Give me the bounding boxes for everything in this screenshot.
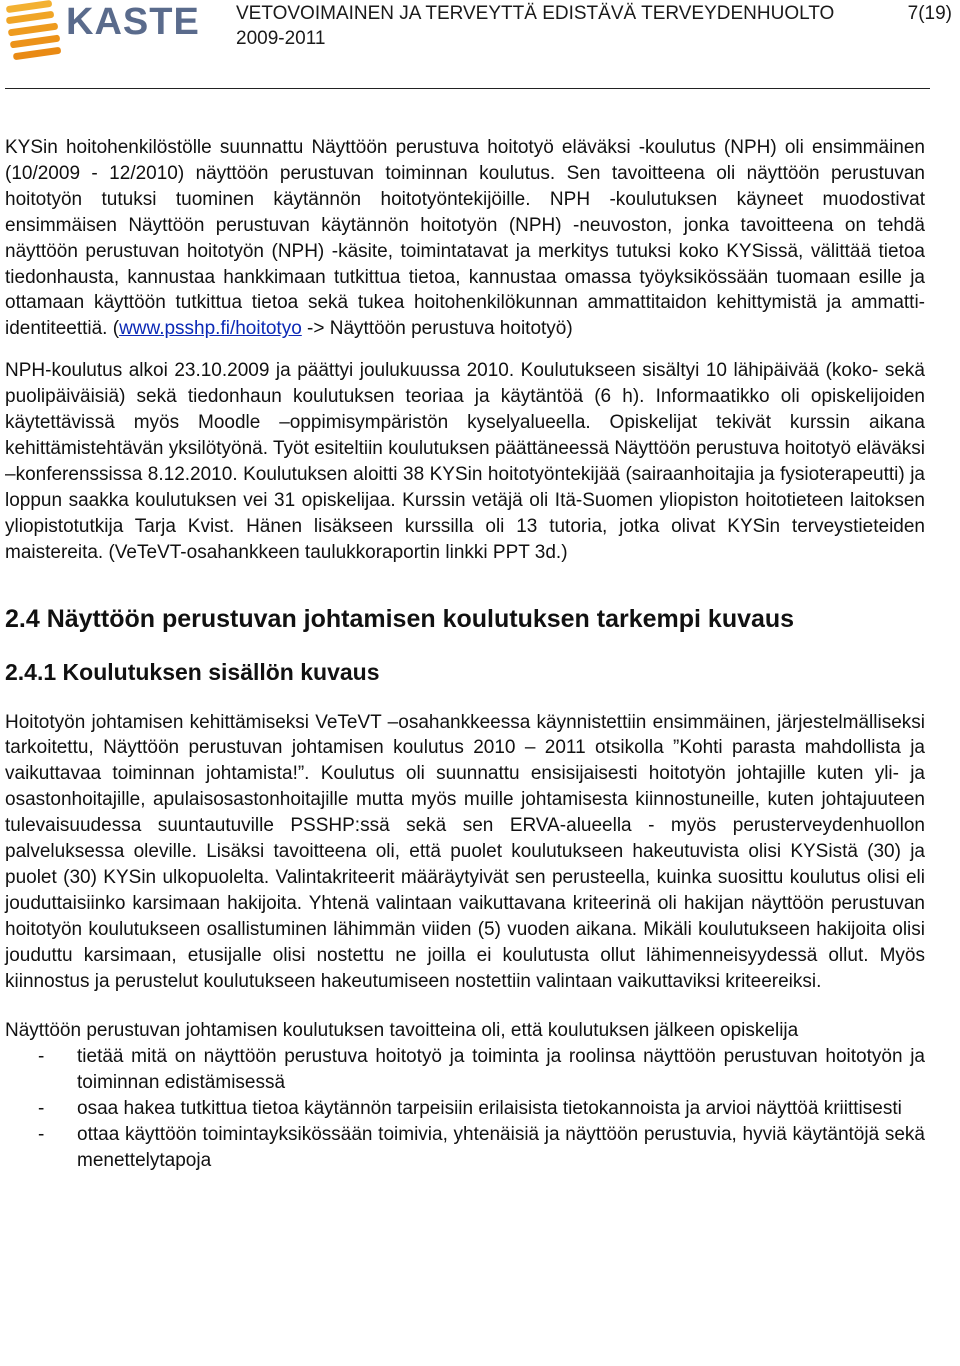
paragraph-nph-intro xyxy=(5,135,925,342)
header-years: 2009-2011 xyxy=(236,28,326,49)
section-heading-2-4-1: 2.4.1 Koulutuksen sisällön kuvaus xyxy=(5,658,380,685)
list-item-text: ottaa käyttöön toimintayksikössään toimivia, yhtenäisiä ja näyttöön perustuvia, hyviä käytäntöjä sekä menettelytapoja xyxy=(77,1124,925,1171)
list-item-text: tietää mitä on näyttöön perustuva hoitotyö ja toiminta ja roolinsa näyttöön perustuvan hoitotyön ja toiminnan edistämisessä xyxy=(77,1046,925,1094)
paragraph-course-goals: Näyttöön perustuvan johtamisen koulutuksen tavoitteina oli, että koulutuksen jälkeen opiskelija xyxy=(5,1020,799,1042)
kaste-logo-graphic xyxy=(4,0,214,62)
list-item xyxy=(5,1044,925,1096)
paragraph-nph-intro-text: KYSin hoitohenkilöstölle suunnattu Näyttöön perustuva hoitotyö eläväksi -koulutus (NPH) oli ensimmäinen (10/2009 - 12/2010) näyttöön perustuvan toiminnan koulutus. Sen tavoitteena oli näyttöön perustuvan hoitotyön tutuksi tuominen käytännön hoitotyöntekijöille. NPH -koulutuksen käyneet muodostivat ensimmäisen Näyttöön perustuvan käytännön hoitotyön (NPH) -neuvoston, jonka tavoitteena on tehdä näyttöön perustuvan hoitotyön (NPH) -käsite, toimintatavat ja merkitys tutuksi koko KYSissä, välittää tietoa tiedonhausta, kannustaa hankkimaan tutkittua tietoa, kannustaa omassa työyksikössään tuomaan esille ja ottamaan käyttöön tutkittua tietoa sekä tukea hoitohenkilökunnan ammattitaidon kehittymistä ja ammatti-identiteettiä. ( xyxy=(5,137,925,340)
psshp-link[interactable]: www.psshp.fi/hoitotyo xyxy=(119,318,302,340)
list-dash: - xyxy=(38,1098,45,1120)
header-title: VETOVOIMAINEN JA TERVEYTTÄ EDISTÄVÄ TERVEYDENHUOLTO xyxy=(236,3,835,24)
paragraph-nph-course: NPH-koulutus alkoi 23.10.2009 ja päättyi joulukuussa 2010. Koulutukseen sisältyi 10 lähipäivää (koko- sekä puolipäiväisiä) sekä tiedonhaun koulutuksen teoriaa ja käytäntöä (6 h). Informaatikko oli opiskelijoiden käytettävissä myös Moodle –oppimisympäristön kyselyalueella. Opiskelijat tekivät kurssin aikana kehittämistehtävän yksilötyönä. Työt esiteltiin koulutuksen päättäneessä Näyttöön perustuva hoitotyö eläväksi –konferenssissa 8.12.2010. Koulutuksen aloitti 38 KYSin hoitotyöntekijää (sairaanhoitajia ja fysioterapeutti) ja loppun saakka koulutuksen vei 31 opiskelijaa. Kurssin vetäjä oli Itä-Suomen yliopiston hoitotieteen laitoksen yliopistotutkija Tarja Kvist. Hänen lisäkseen kurssilla oli 13 tutoria, jotka olivat KYSin terveystieteiden maistereita. (VeTeVT-osahankkeen taulukkoraportin linkki PPT 3d.) xyxy=(5,360,925,563)
list-dash: - xyxy=(38,1124,45,1146)
page-number: 7(19) xyxy=(907,3,952,24)
logo-wordmark: KASTE xyxy=(66,1,200,43)
paragraph-nph-intro-tail: -> Näyttöön perustuva hoitotyö) xyxy=(301,318,573,340)
header-divider xyxy=(5,88,930,89)
list-item-text: osaa hakea tutkittua tietoa käytännön tarpeisiin erilaisista tietokannoista ja arvioi näyttöä kriittisesti xyxy=(77,1098,902,1120)
section-heading-2-4: 2.4 Näyttöön perustuvan johtamisen koulutuksen tarkempi kuvaus xyxy=(5,604,795,633)
paragraph-leadership-course: Hoitotyön johtamisen kehittämiseksi VeTeVT –osahankkeessa käynnistettiin ensimmäinen, järjestelmälliseksi tarkoitettu, Näyttöön perustuvan johtamisen koulutus 2010 – 2011 otsikolla ”Kohti parasta mahdollista ja vaikuttavaa toiminnan johtamista!”. Koulutus oli suunnattu ensisijaisesti hoitotyön johtajille kuten yli- ja osastonhoitajille, apulaisosastonhoitajille mutta myös muille johtamisesta kiinnostuneille, kuten johtajuuteen tulevaisuudessa suuntautuville PSSHP:ssä sekä sen ERVA-alueella - myös perusterveydenhuollon palveluksessa oleville. Lisäksi tavoitteena oli, että puolet koulutukseen hakeutuvista olisi KYSistä (30) ja puolet (30) KYSin ulkopuolelta. Valintakriteerit määräytyivät sen perusteella, kuinka suosittu koulutus olisi eli jouduttaisiinko karsimaan hakijoita. Yhtenä valintaan vaikuttavana kriteerinä oli hakijan näyttöön perustuvan hoitotyön koulutukseen osallistuminen lähimmän viiden (5) vuoden aikana. Mikäli koulutukseen hakijoita olisi jouduttu karsimaan, etusijalle olisi nostettu ne joilla ei koulutusta ollut lähimenneisyydessä ollut. Myös kiinnostus ja perustelut koulutukseen hakeutumiseen nostettiin valintaan vaikuttaviksi kriteereiksi. xyxy=(5,711,925,992)
document-body xyxy=(5,135,925,1174)
list-item xyxy=(5,1096,925,1122)
kaste-logo xyxy=(4,0,214,62)
list-dash: - xyxy=(38,1046,45,1068)
goals-list xyxy=(5,1044,925,1174)
logo-mark xyxy=(6,0,62,60)
list-item xyxy=(5,1122,925,1174)
